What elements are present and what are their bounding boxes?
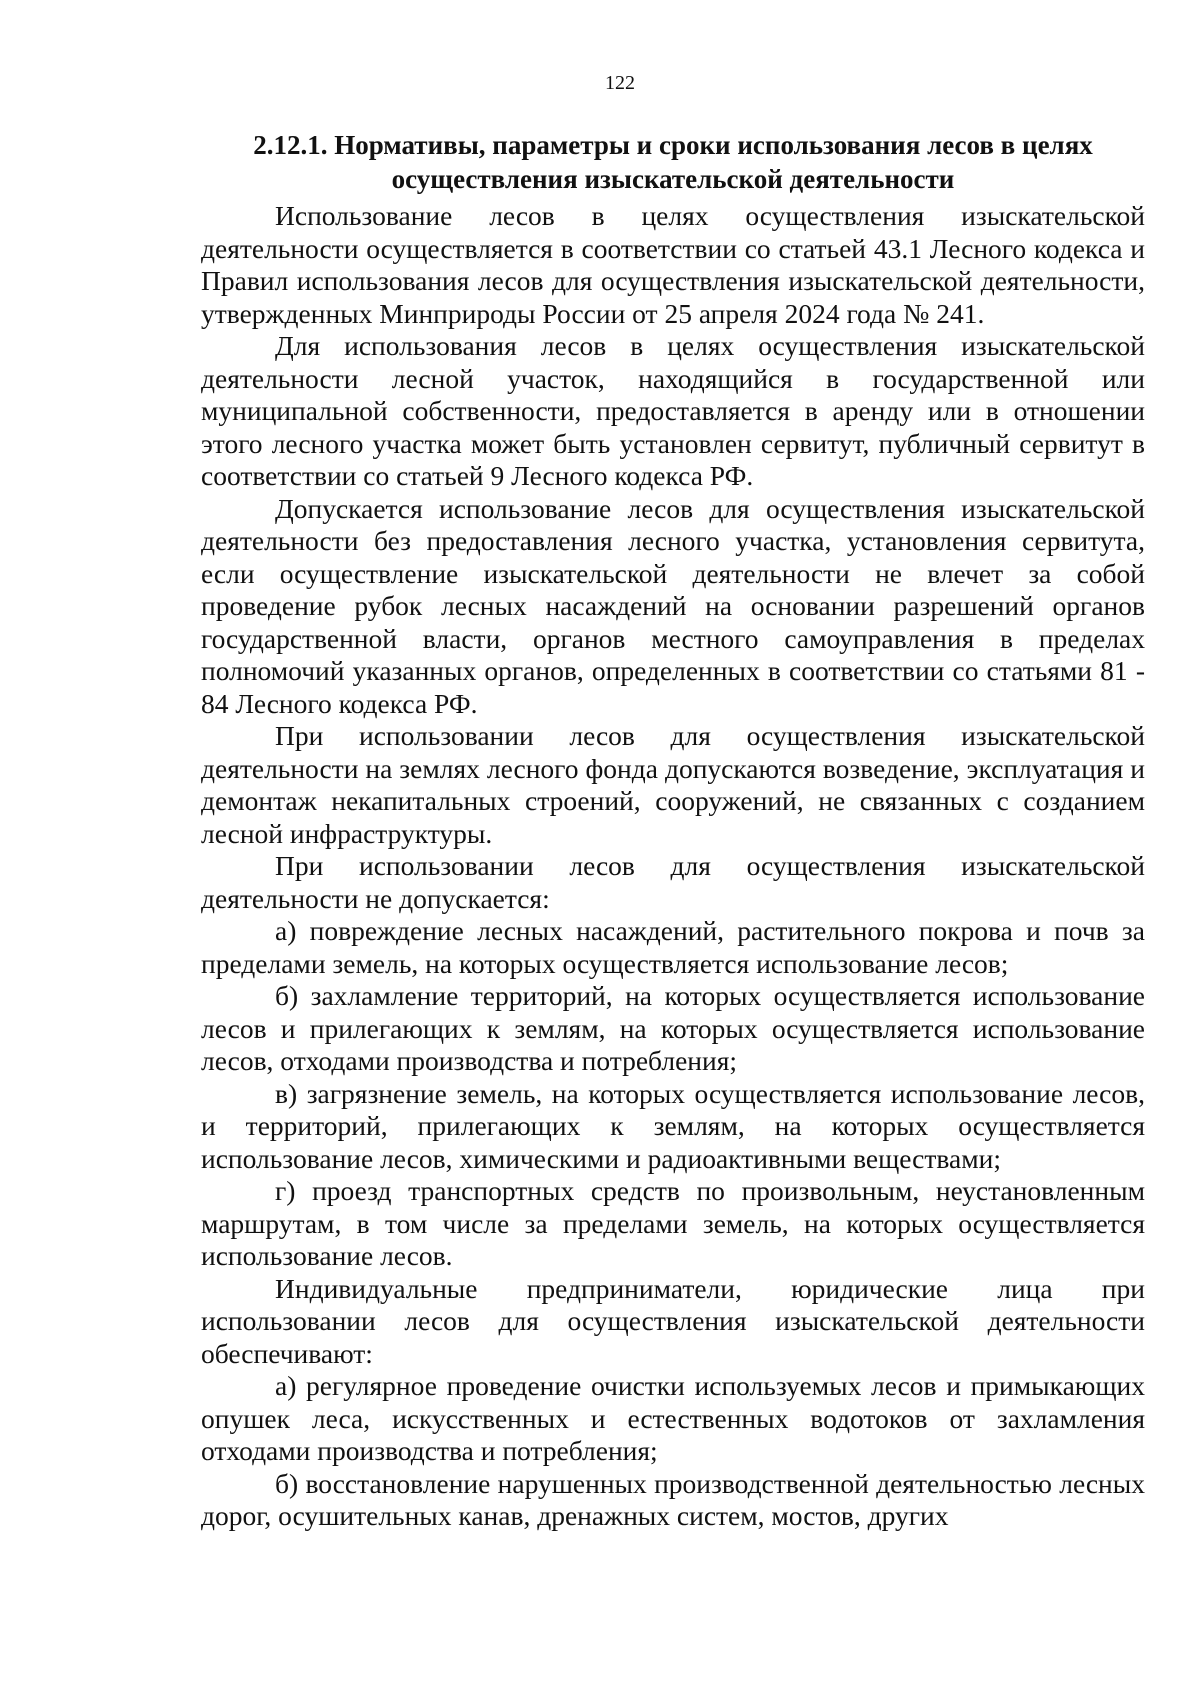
paragraph-land-plot-lease: Для использования лесов в целях осуществления изыскательской деятельности лесной участок, находящийся в государственной или муниципальной собственности, предоставляется в аренду или в отношении этого лесного участка может быть установлен сервитут, публичный сервитут в соответствии со статьей 9 Лесного кодекса РФ. <box>201 330 1145 491</box>
list-item-obligation-b: б) восстановление нарушенных производственной деятельностью лесных дорог, осушительных канав, дренажных систем, мостов, других <box>201 1467 1145 1531</box>
list-item-prohibition-c: в) загрязнение земель, на которых осуществляется использование лесов, и территорий, прилегающих к землям, на которых осуществляется использование лесов, химическими и радиоактивными веществами; <box>201 1077 1145 1174</box>
paragraph-obligations-intro: Индивидуальные предприниматели, юридические лица при использовании лесов для осуществления изыскательской деятельности обеспечивают: <box>201 1272 1145 1369</box>
section-heading-line-2: осуществления изыскательской деятельности <box>391 164 955 194</box>
page-number: 122 <box>605 72 635 94</box>
paragraph-prohibitions-intro: При использовании лесов для осуществления изыскательской деятельности не допускается: <box>201 850 1145 914</box>
document-body <box>201 128 1145 1533</box>
list-item-obligation-a: а) регулярное проведение очистки используемых лесов и примыкающих опушек леса, искусственных и естественных водотоков от захламления отходами производства и потребления; <box>201 1370 1145 1466</box>
list-item-prohibition-b: б) захламление территорий, на которых осуществляется использование лесов и прилегающих к землям, на которых осуществляется использование лесов, отходами производства и потребления; <box>201 980 1145 1076</box>
section-heading-line-1: 2.12.1. Нормативы, параметры и сроки использования лесов в целях <box>253 130 1093 160</box>
list-item-prohibition-d: г) проезд транспортных средств по произвольным, неустановленным маршрутам, в том числе за пределами земель, на которых осуществляется использование лесов. <box>201 1175 1145 1271</box>
list-item-prohibition-a: а) повреждение лесных насаждений, растительного покрова и почв за пределами земель, на которых осуществляется использование лесов; <box>201 915 1145 979</box>
section-heading <box>201 128 1145 196</box>
paragraph-legal-basis: Использование лесов в целях осуществления изыскательской деятельности осуществляется в соответствии со статьей 43.1 Лесного кодекса и Правил использования лесов для осуществления изыскательской деятельности, утвержденных Минприроды России от 25 апреля 2024 года № 241. <box>201 200 1145 329</box>
paragraph-temporary-structures: При использовании лесов для осуществления изыскательской деятельности на землях лесного фонда допускаются возведение, эксплуатация и демонтаж некапитальных строений, сооружений, не связанных с созданием лесной инфраструктуры. <box>201 720 1145 849</box>
paragraph-use-without-plot: Допускается использование лесов для осуществления изыскательской деятельности без предоставления лесного участка, установления сервитута, если осуществление изыскательской деятельности не влечет за собой проведение рубок лесных насаждений на основании разрешений органов государственной власти, органов местного самоуправления в пределах полномочий указанных органов, определенных в соответствии со статьями 81 - 84 Лесного кодекса РФ. <box>201 492 1145 719</box>
